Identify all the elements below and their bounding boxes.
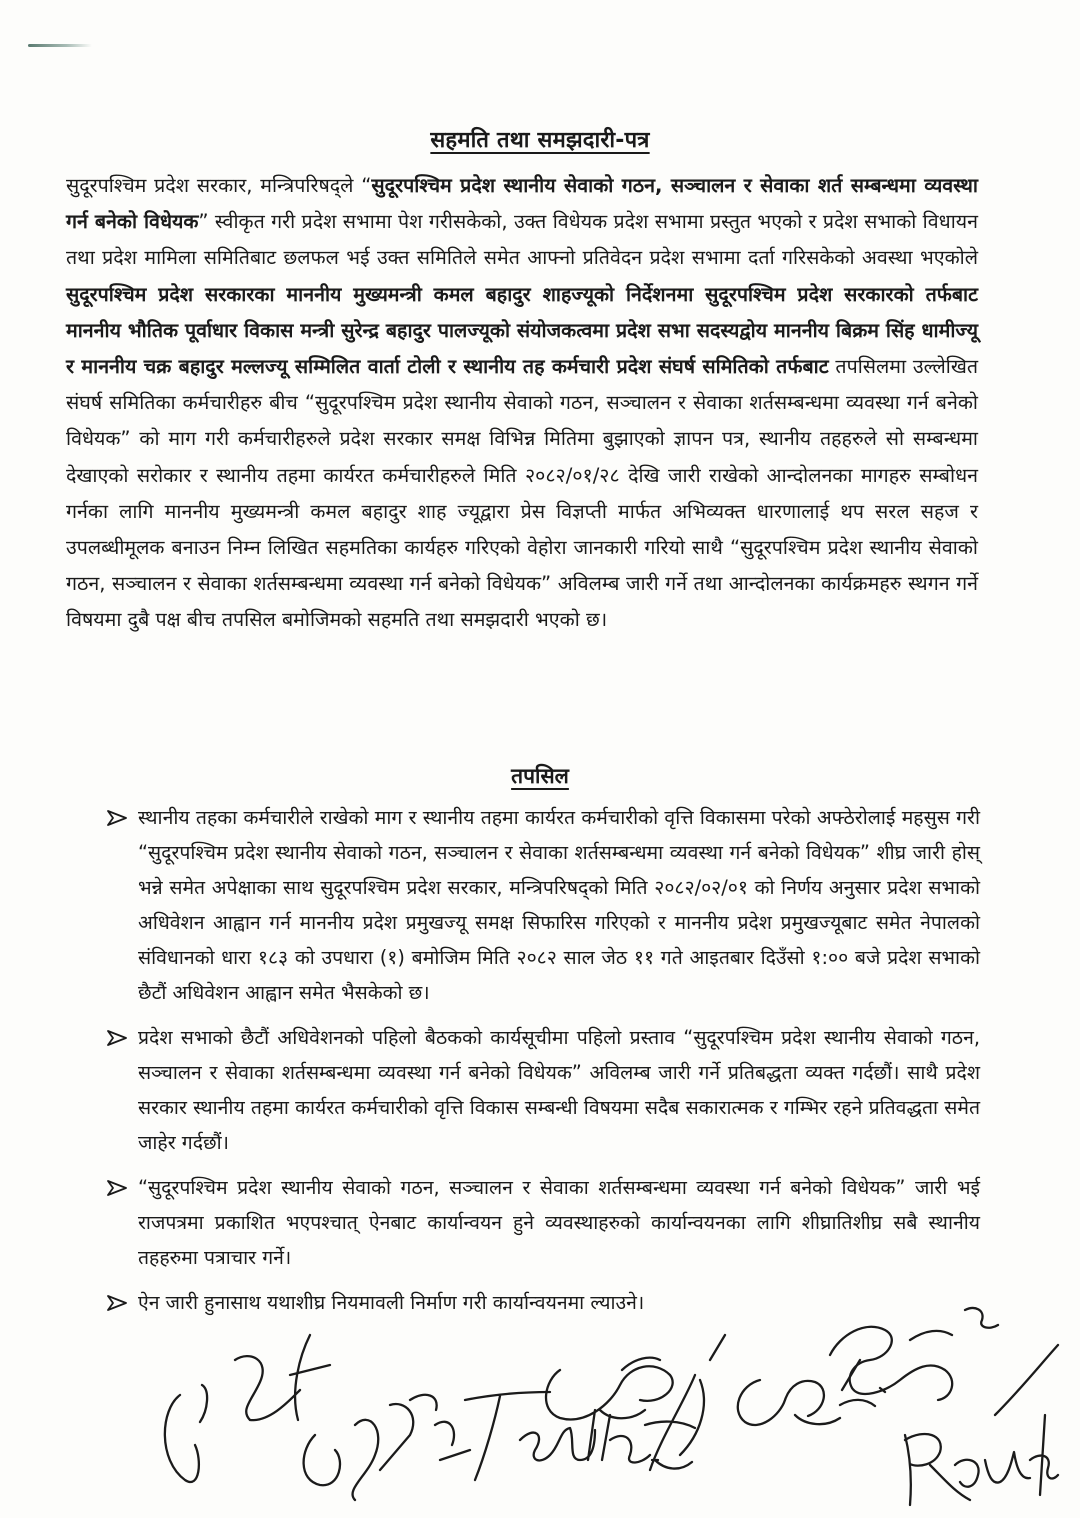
arrow-bullet-icon bbox=[106, 1180, 128, 1196]
intro-text-bold: सुदूरपश्चिम प्रदेश स्थानीय सेवाको गठन, सञ्चालन र सेवाका शर्त सम्बन्धमा व्यवस्था गर्न बनेको विधेयक bbox=[66, 174, 978, 234]
signature bbox=[165, 1335, 330, 1482]
signature bbox=[645, 1335, 725, 1470]
list-item-text: प्रदेश सभाको छैटौं अधिवेशनको पहिलो बैठकको कार्यसूचीमा पहिलो प्रस्ताव “सुदूरपश्चिम प्रदेश स्थानीय सेवाको गठन, सञ्चालन र सेवाका शर्तसम्बन्धमा व्यवस्था गर्न बनेको विधेयक” अविलम्ब जारी गर्ने प्रतिबद्धता व्यक्त गर्दछौं। साथै प्रदेश सरकार स्थानीय तहमा कार्यरत कर्मचारीको वृत्ति विकास सम्बन्धी विषयमा सदैब सकारात्मक र गम्भिर रहने प्रतिवद्धता समेत जाहेर गर्दछौं। bbox=[138, 1026, 980, 1154]
signature bbox=[304, 1395, 470, 1500]
intro-paragraph bbox=[66, 168, 978, 639]
signatures-area bbox=[140, 1160, 1060, 1510]
signature bbox=[738, 1360, 885, 1425]
document-title: सहमति तथा समझदारी-पत्र bbox=[430, 128, 650, 153]
list-item bbox=[102, 800, 980, 1010]
intro-text: ” स्वीकृत गरी प्रदेश सभामा पेश गरीसकेको, उक्त विधेयक प्रदेश सभामा प्रस्तुत भएको र प्रदेश सभाको विधायन तथा प्रदेश मामिला समितिबाट छलफल भई उक्त समितिले समेत आफ्नो प्रतिवेदन प्रदेश सभामा दर्ता गरिसकेको अवस्था भएकोले bbox=[66, 210, 979, 270]
arrow-bullet-icon bbox=[106, 1295, 128, 1311]
list-item-text: ऐन जारी हुनासाथ यथाशीघ्र नियमावली निर्माण गरी कार्यान्वयनमा ल्याउने। bbox=[138, 1291, 645, 1314]
intro-text-bold: सुदूरपश्चिम प्रदेश सरकारका माननीय मुख्यमन्त्री कमल बहादुर शाहज्यूको निर्देशनमा सुदूरपश्चिम प्रदेश सरकारको तर्फबाट माननीय भौतिक पूर्वाधार विकास मन्त्री सुरेन्द्र बहादुर पालज्यूको संयोजकत्वमा प्रदेश सभा सदस्यद्वोय माननीय बिक्रम सिंह धामीज्यू र माननीय चक्र बहादुर मल्लज्यू सम्मिलित वार्ता टोली र स्थानीय तह कर्मचारी प्रदेश संघर्ष समितिको तर्फबाट bbox=[66, 282, 978, 379]
signature bbox=[905, 1345, 1058, 1505]
list-item-text: स्थानीय तहका कर्मचारीले राखेको माग र स्थानीय तहमा कार्यरत कर्मचारीको वृत्ति विकासमा परेको अफ्ठेरोलाई महसुस गरी “सुदूरपश्चिम प्रदेश स्थानीय सेवाको गठन, सञ्चालन र सेवाका शर्तसम्बन्धमा व्यवस्था गर्न बनेको विधेयक” शीघ्र जारी होस् भन्ने समेत अपेक्षाका साथ सुदूरपश्चिम प्रदेश सरकार, मन्त्रिपरिषद्को मिति २०८२/०२/०१ को निर्णय अनुसार प्रदेश सभाको अधिवेशन आह्वान गर्न माननीय प्रदेश प्रमुखज्यू समक्ष सिफारिस गरिएको र माननीय प्रदेश प्रमुखज्यूबाट समेत नेपालको संविधानको धारा १८३ को उपधारा (१) बमोजिम मिति २०८२ साल जेठ ११ गते आइतबार दिउँसो १:०० बजे प्रदेश सभाको छैटौं अधिवेशन आह्वान समेत भैसकेको छ। bbox=[138, 806, 980, 1004]
tapsil-heading: तपसिल bbox=[511, 764, 569, 788]
arrow-bullet-icon bbox=[106, 810, 128, 826]
scan-corner-mark bbox=[28, 44, 92, 47]
signature bbox=[830, 1308, 998, 1400]
list-item-text: “सुदूरपश्चिम प्रदेश स्थानीय सेवाको गठन, सञ्चालन र सेवाका शर्तसम्बन्धमा व्यवस्था गर्न बनेको विधेयक” जारी भई राजपत्रमा प्रकाशित भएपश्चात् ऐनबाट कार्यान्वयन हुने व्यवस्थाहरुको कार्यान्वयनका लागि शीघ्रातिशीघ्र सबै स्थानीय तहहरुमा पत्राचार गर्ने। bbox=[138, 1176, 980, 1269]
list-item bbox=[102, 1020, 980, 1160]
signature bbox=[546, 1358, 673, 1420]
handwritten-signatures bbox=[140, 1160, 1060, 1510]
arrow-bullet-icon bbox=[106, 1030, 128, 1046]
intro-text: तपसिलमा उल्लेखित संघर्ष समितिका कर्मचारीहरु बीच “सुदूरपश्चिम प्रदेश स्थानीय सेवाको गठन, सञ्चालन र सेवाका शर्तसम्बन्धमा व्यवस्था गर्न बनेको विधेयक” को माग गरी कर्मचारीहरुले प्रदेश सरकार समक्ष विभिन्न मितिमा बुझाएको ज्ञापन पत्र, स्थानीय तहहरुले सो सम्बन्धमा देखाएको सरोकार र स्थानीय तहमा कार्यरत कर्मचारीहरुले मिति २०८२/०१/२८ देखि जारी राखेको आन्दोलनका मागहरु सम्बोधन गर्नका लागि माननीय मुख्यमन्त्री कमल बहादुर शाह ज्यूद्वारा प्रेस विज्ञप्ती मार्फत अभिव्यक्त धारणालाई थप सरल सहज र उपलब्धीमूलक बनाउन निम्न लिखित सहमतिका कार्यहरु गरिएको वेहोरा जानकारी गरियो साथै “सुदूरपश्चिम प्रदेश स्थानीय सेवाको गठन, सञ्चालन र सेवाका शर्तसम्बन्धमा व्यवस्था गर्न बनेको विधेयक” अविलम्ब जारी गर्ने तथा आन्दोलनका कार्यक्रमहरु स्थगन गर्ने विषयमा दुबै पक्ष बीच तपसिल बमोजिमको सहमति तथा समझदारी भएको छ। bbox=[66, 355, 979, 632]
signature bbox=[465, 1392, 658, 1480]
intro-text: सुदूरपश्चिम प्रदेश सरकार, मन्त्रिपरिषद्ले “ bbox=[66, 174, 372, 197]
